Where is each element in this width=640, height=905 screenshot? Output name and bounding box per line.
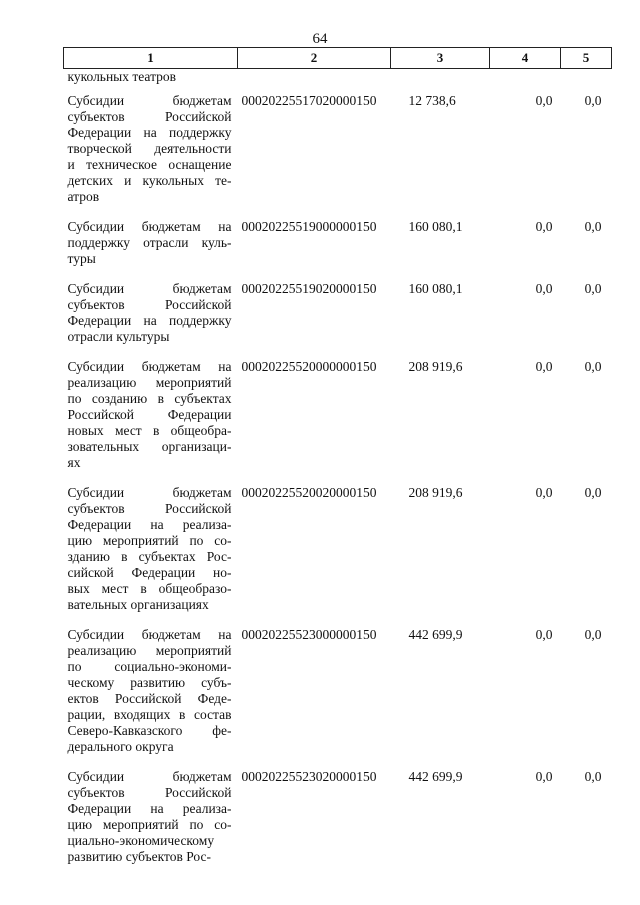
col-header-4: 4 — [490, 48, 561, 69]
description-line: зовательных организаци- — [67, 439, 232, 454]
row-col5-value: 0,0 — [584, 769, 602, 784]
row-code: 00020225523000000150 — [241, 627, 377, 642]
row-amount: 442 699,9 — [408, 769, 463, 784]
description-line: циально-экономическому — [67, 833, 215, 848]
description-line: Субсидии бюджетам — [67, 485, 232, 500]
description-line: отрасли культуры — [67, 329, 170, 344]
row-amount: 208 919,6 — [408, 485, 463, 500]
table-row — [64, 627, 612, 769]
table-row — [64, 769, 612, 865]
row-code: 00020225520020000150 — [241, 485, 377, 500]
description-line: вательных организациях — [67, 597, 209, 612]
description-line: ях — [67, 455, 81, 470]
row-code: 00020225519020000150 — [241, 281, 377, 296]
row-code: 00020225520000000150 — [241, 359, 377, 374]
row-col5-value: 0,0 — [584, 485, 602, 500]
row-col5-value: 0,0 — [584, 281, 602, 296]
description-line: детских и кукольных те- — [67, 173, 232, 188]
row-description — [64, 769, 238, 865]
row-code: 00020225519000000150 — [241, 219, 377, 234]
description-line: по социально-экономи- — [67, 659, 232, 674]
description-line: Субсидии бюджетам на — [67, 627, 232, 642]
description-line: рации, входящих в состав — [67, 707, 232, 722]
description-line: Субсидии бюджетам на — [67, 359, 232, 374]
row-amount: 160 080,1 — [408, 281, 463, 296]
description-line: реализацию мероприятий — [67, 643, 232, 658]
table-row — [64, 281, 612, 359]
description-line: реализацию мероприятий — [67, 375, 232, 390]
description-line: Северо-Кавказского фе- — [67, 723, 232, 738]
description-line: Федерации на реализа- — [67, 801, 232, 816]
description-line: по созданию в субъектах — [67, 391, 232, 406]
row-description — [64, 359, 238, 485]
row-col4-value: 0,0 — [535, 485, 553, 500]
description-line: Федерации на поддержку — [67, 125, 232, 140]
description-line: туры — [67, 251, 96, 266]
row-col4-value: 0,0 — [535, 281, 553, 296]
row-col4-value: 0,0 — [535, 627, 553, 642]
row-col5-value: 0,0 — [584, 219, 602, 234]
row-amount: 208 919,6 — [408, 359, 463, 374]
description-line: субъектов Российской — [67, 109, 232, 124]
row-col5-value: 0,0 — [584, 627, 602, 642]
description-line: дерального округа — [67, 739, 174, 754]
col-header-3: 3 — [391, 48, 490, 69]
row-description — [64, 93, 238, 219]
col-header-5: 5 — [561, 48, 612, 69]
continuation-text: кукольных театров — [67, 69, 177, 84]
description-line: ектов Российской Феде- — [67, 691, 232, 706]
description-line: Российской Федерации — [67, 407, 232, 422]
row-col4-value: 0,0 — [535, 93, 553, 108]
description-line: субъектов Российской — [67, 501, 232, 516]
description-line: цию мероприятий по со- — [67, 817, 232, 832]
description-line: зданию в субъектах Рос- — [67, 549, 232, 564]
row-description — [64, 219, 238, 281]
row-amount: 442 699,9 — [408, 627, 463, 642]
page-number: 64 — [312, 31, 328, 47]
description-line: ческому развитию субъ- — [67, 675, 232, 690]
description-line: вых мест в общеобразо- — [67, 581, 232, 596]
row-description — [64, 627, 238, 769]
description-line: Федерации на реализа- — [67, 517, 232, 532]
description-line: поддержку отрасли куль- — [67, 235, 232, 250]
row-description — [64, 485, 238, 627]
description-line: и техническое оснащение — [67, 157, 232, 172]
row-amount: 160 080,1 — [408, 219, 463, 234]
row-col5-value: 0,0 — [584, 359, 602, 374]
continuation-row — [64, 69, 612, 94]
col-header-2: 2 — [238, 48, 391, 69]
description-line: сийской Федерации но- — [67, 565, 232, 580]
description-line: Федерации на поддержку — [67, 313, 232, 328]
row-col4-value: 0,0 — [535, 219, 553, 234]
description-line: субъектов Российской — [67, 785, 232, 800]
row-col4-value: 0,0 — [535, 359, 553, 374]
budget-table — [63, 47, 612, 865]
header-row — [64, 48, 612, 69]
row-code: 00020225517020000150 — [241, 93, 377, 108]
description-line: Субсидии бюджетам — [67, 281, 232, 296]
col-header-1: 1 — [64, 48, 238, 69]
row-code: 00020225523020000150 — [241, 769, 377, 784]
description-line: атров — [67, 189, 100, 204]
description-line: субъектов Российской — [67, 297, 232, 312]
table-row — [64, 485, 612, 627]
description-line: развитию субъектов Рос- — [67, 849, 211, 864]
description-line: новых мест в общеобра- — [67, 423, 232, 438]
row-col5-value: 0,0 — [584, 93, 602, 108]
description-line: творческой деятельности — [67, 141, 232, 156]
table-row — [64, 93, 612, 219]
description-line: Субсидии бюджетам на — [67, 219, 232, 234]
description-line: цию мероприятий по со- — [67, 533, 232, 548]
row-amount: 12 738,6 — [408, 93, 456, 108]
table-row — [64, 219, 612, 281]
row-description — [64, 281, 238, 359]
row-col4-value: 0,0 — [535, 769, 553, 784]
description-line: Субсидии бюджетам — [67, 93, 232, 108]
description-line: Субсидии бюджетам — [67, 769, 232, 784]
table-row — [64, 359, 612, 485]
